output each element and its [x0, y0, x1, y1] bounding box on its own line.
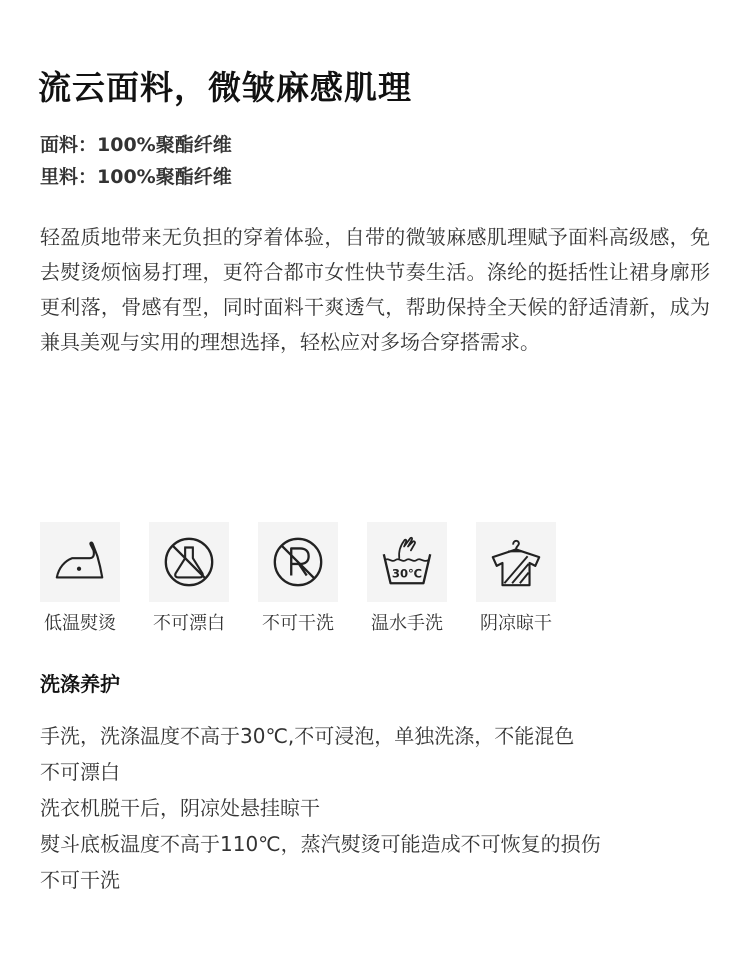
hand-wash-30-icon	[367, 522, 447, 602]
no-bleach-icon	[149, 522, 229, 602]
instruction-line: 手洗，洗涤温度不高于30℃,不可浸泡，单独洗涤，不能混色	[40, 724, 575, 748]
iron-low-heat-icon	[40, 522, 120, 602]
hand-wash-temp-badge: 30℃	[391, 566, 423, 581]
instruction-line: 洗衣机脱干后，阴凉处悬挂晾干	[40, 796, 320, 820]
care-label-no-dry-clean: 不可干洗	[262, 613, 334, 634]
care-item-no-dry-clean	[258, 522, 338, 635]
instruction-line: 不可干洗	[40, 868, 120, 892]
care-label-no-bleach: 不可漂白	[153, 613, 225, 634]
care-item-line-dry	[476, 522, 556, 635]
care-heading: 洗涤养护	[40, 672, 120, 696]
fabric-lining: 里料：100%聚酯纤维	[40, 166, 232, 188]
care-instructions	[40, 718, 601, 898]
page-title: 流云面料，微皱麻感肌理	[38, 68, 412, 107]
care-label-hand-wash: 温水手洗	[371, 613, 443, 634]
fabric-outer: 面料：100%聚酯纤维	[40, 134, 232, 156]
instruction-line: 熨斗底板温度不高于110℃，蒸汽熨烫可能造成不可恢复的损伤	[40, 832, 601, 856]
care-item-hand-wash	[367, 522, 447, 635]
product-description: 轻盈质地带来无负担的穿着体验，自带的微皱麻感肌理赋予面料高级感，免去熨烫烦恼易打理，更符合都市女性快节奏生活。涤纶的挺括性让裙身廓形更利落，骨感有型，同时面料干爽透气，帮助保持全天候的舒适清新，成为兼具美观与实用的理想选择，轻松应对多场合穿搭需求。	[40, 225, 710, 354]
no-dry-clean-icon	[258, 522, 338, 602]
instruction-line: 不可漂白	[40, 760, 120, 784]
line-dry-shade-icon	[476, 522, 556, 602]
care-item-iron	[40, 522, 120, 635]
care-label-line-dry: 阴凉晾干	[480, 613, 552, 634]
care-item-no-bleach	[149, 522, 229, 635]
care-icons-row	[40, 522, 556, 635]
care-label-iron: 低温熨烫	[44, 613, 116, 634]
